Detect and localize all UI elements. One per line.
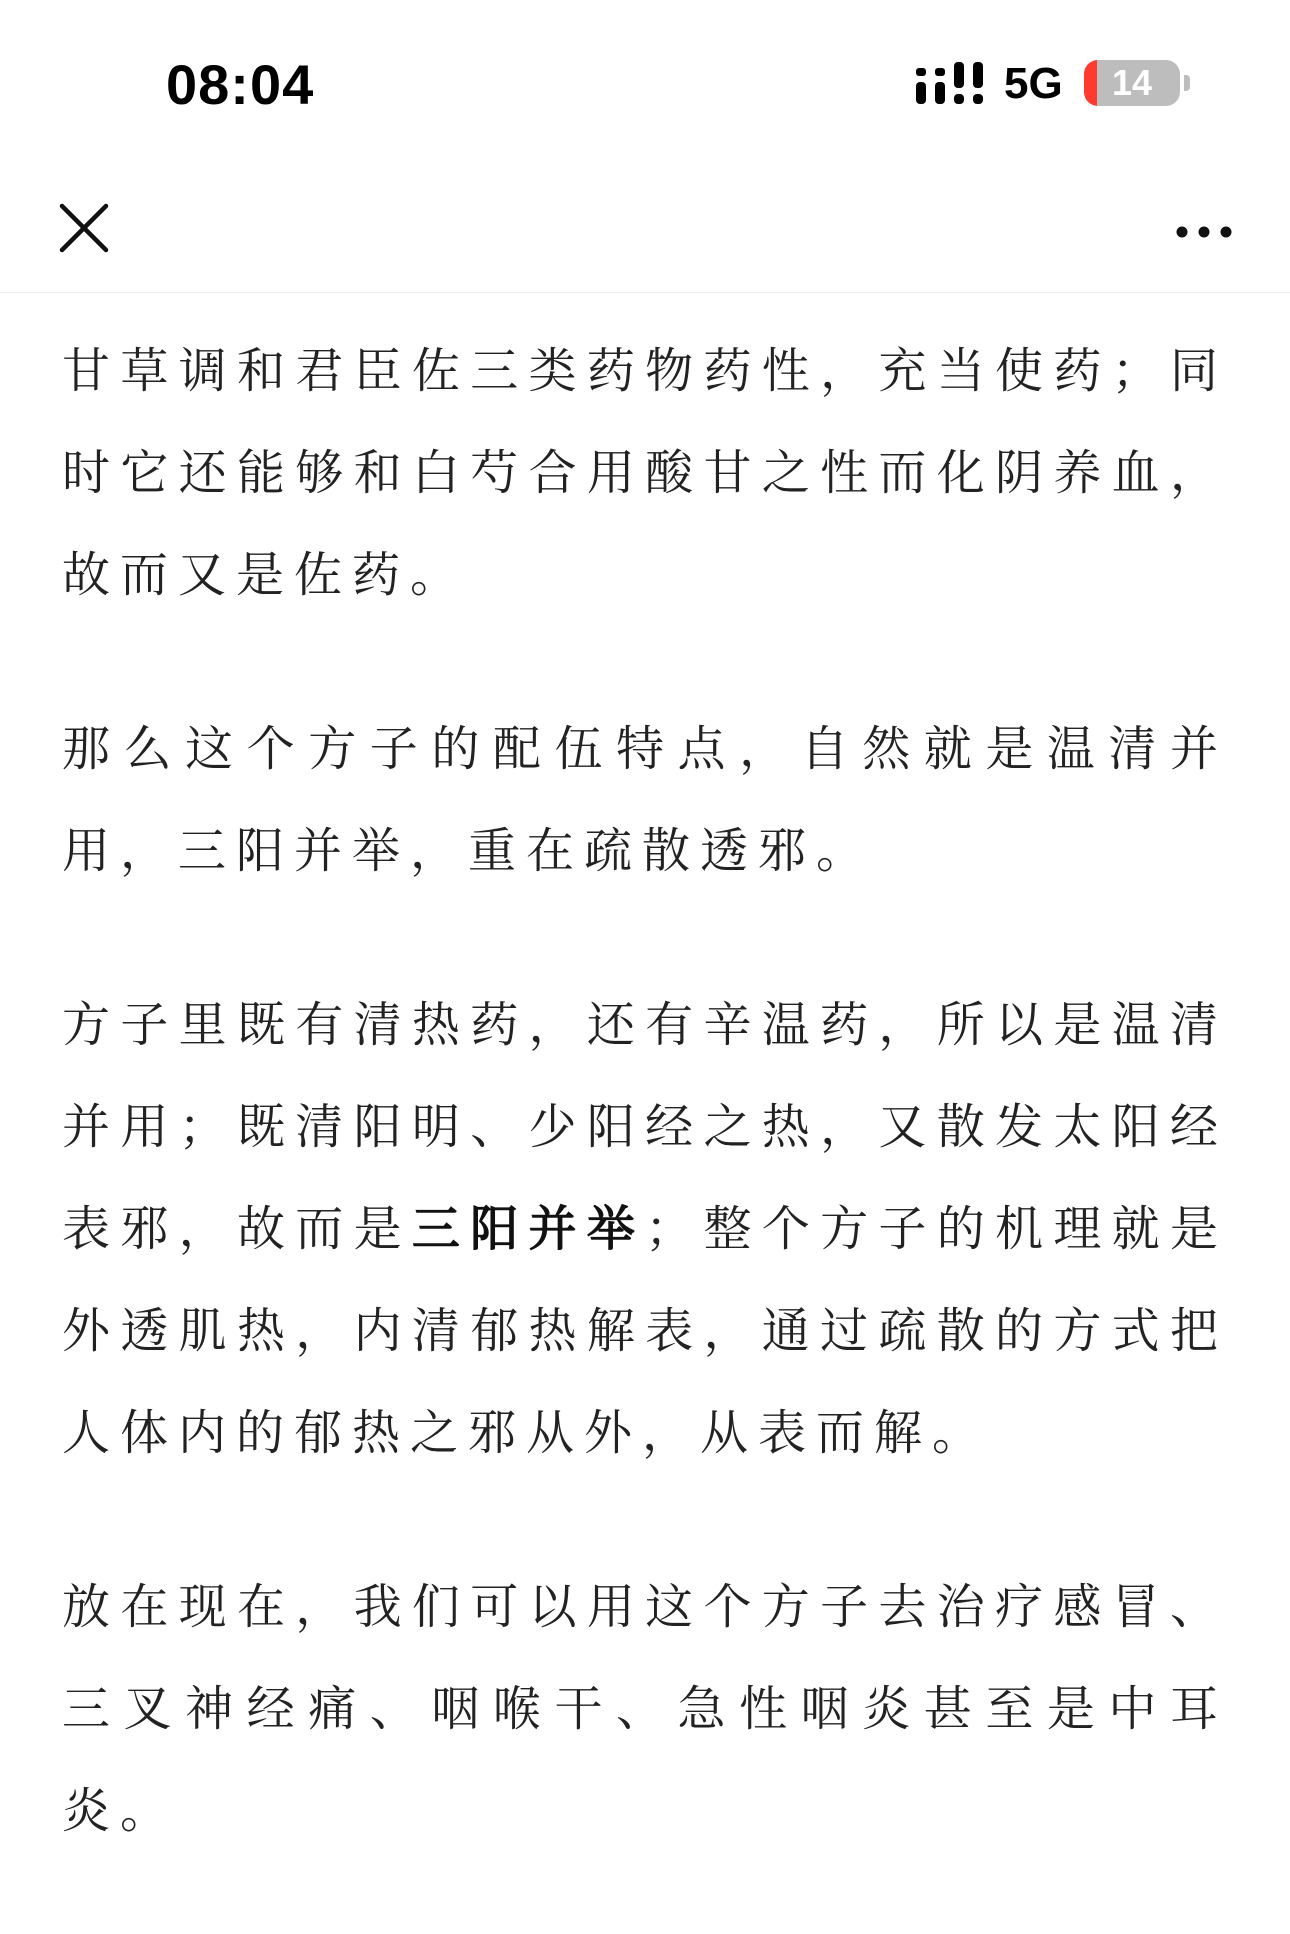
status-time: 08:04 (166, 53, 315, 116)
paragraph-4: 放在现在，我们可以用这个方子去治疗感冒、三叉神经痛、咽喉干、急性咽炎甚至是中耳炎。 (62, 1579, 1228, 1839)
battery-cap (1184, 75, 1190, 91)
network-type: 5G (1004, 59, 1063, 108)
article-content (62, 320, 1228, 1934)
paragraph-2: 那么这个方子的配伍特点，自然就是温清并用，三阳并举，重在疏散透邪。 (62, 721, 1228, 879)
paragraph-3-start: 方子里既有清热药，还有辛温药，所以是温清并用；既清阳明、少阳经之热，又散发太阳经表邪，故而是 (62, 997, 1228, 1257)
nav-bar (0, 170, 1290, 293)
signal-strength-icon (916, 60, 984, 106)
battery-level: 14 (1111, 62, 1153, 103)
battery-icon (1084, 60, 1180, 106)
more-icon[interactable] (1172, 198, 1236, 262)
paragraph-3-bold: 三阳并举 (411, 1201, 646, 1257)
paragraph-3-end: ；整个方子的机理就是外透肌热，内清郁热解表，通过疏散的方式把人体内的郁热之邪从外，从表而解。 (62, 1201, 1228, 1461)
paragraph-1: 甘草调和君臣佐三类药物药性，充当使药；同时它还能够和白芍合用酸甘之性而化阴养血，故而又是佐药。 (62, 343, 1228, 603)
status-bar (0, 0, 1290, 170)
close-icon[interactable] (52, 196, 116, 260)
paragraph-3 (62, 974, 1228, 1484)
